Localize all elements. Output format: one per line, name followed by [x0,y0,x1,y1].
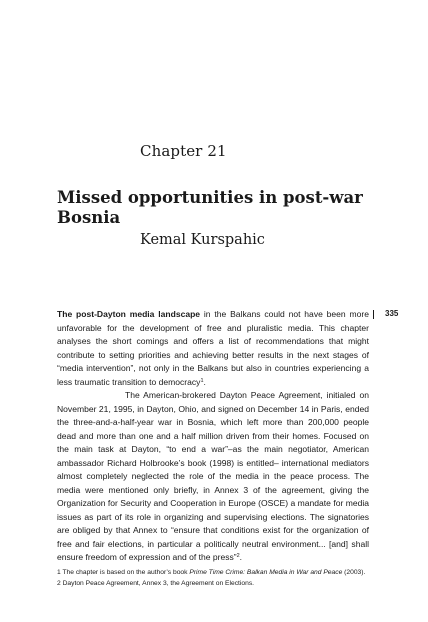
chapter-title: Missed opportunities in post-war Bosnia [57,188,363,227]
footnote-book-title: Prime Time Crime: Balkan Media in War and Peace [189,569,343,576]
paragraph-end: . [203,376,206,387]
footnotes [57,568,377,589]
lead-in-text: The post-Dayton media landscape [57,309,201,319]
footnote-1 [57,568,377,579]
margin-rule [373,310,374,319]
chapter-label: Chapter 21 [140,142,227,160]
body-text [57,308,369,565]
footnote-text: 2 Dayton Peace Agreement, Annex 3, the Agreement on Elections. [57,579,255,587]
footnote-text: 1 The chapter is based on the author’s book [57,569,190,576]
paragraph-1 [57,308,369,389]
footnote-ref: 1 [200,377,204,384]
paragraph-end: . [239,552,243,562]
footnote-ref: 2 [236,553,240,559]
page-number: 335 [385,309,399,318]
paragraph-2 [57,389,369,565]
author-name: Kemal Kurspahic [140,232,265,248]
footnote-text-end: (2003). [342,569,366,576]
paragraph-text: in the Balkans could not have been more unfavorable for the development of free and pluralistic media. This chapter analyses the short comings and offers a list of recommendations that might contribute to setting priorities and achieving better results in the next stages of “media intervention”, not only in the Balkans but also in countries experiencing a less traumatic transition to democracy [57,309,369,387]
paragraph-text: The American-brokered Dayton Peace Agreement, initialed on November 21, 1995, in Dayton, Ohio, and signed on December 14 in Paris, ended the three-and-a-half-year war in Bosnia, which left more than 200,000 people dead and more than one and a half million driven from their homes. Focused on the main task at Dayton, “to end a war”–as the main negotiator, American ambassador Richard Holbrooke’s book (1998) is entitled– international mediators almost completely neglected the role of the media in the peace process. The media were mentioned only briefly, in Annex 3 of the agreement, giving the Organization for Security and Cooperation in Europe (OSCE) a mandate for media issues as part of its role in organizing and supervising elections. The signatories are obliged by that Annex to “ensure that conditions exist for the organization of free and fair elections, in particular a politically neutral environment... [and] shall ensure freedom of expression and of the press” [57,390,369,562]
footnote-2 [57,579,377,590]
